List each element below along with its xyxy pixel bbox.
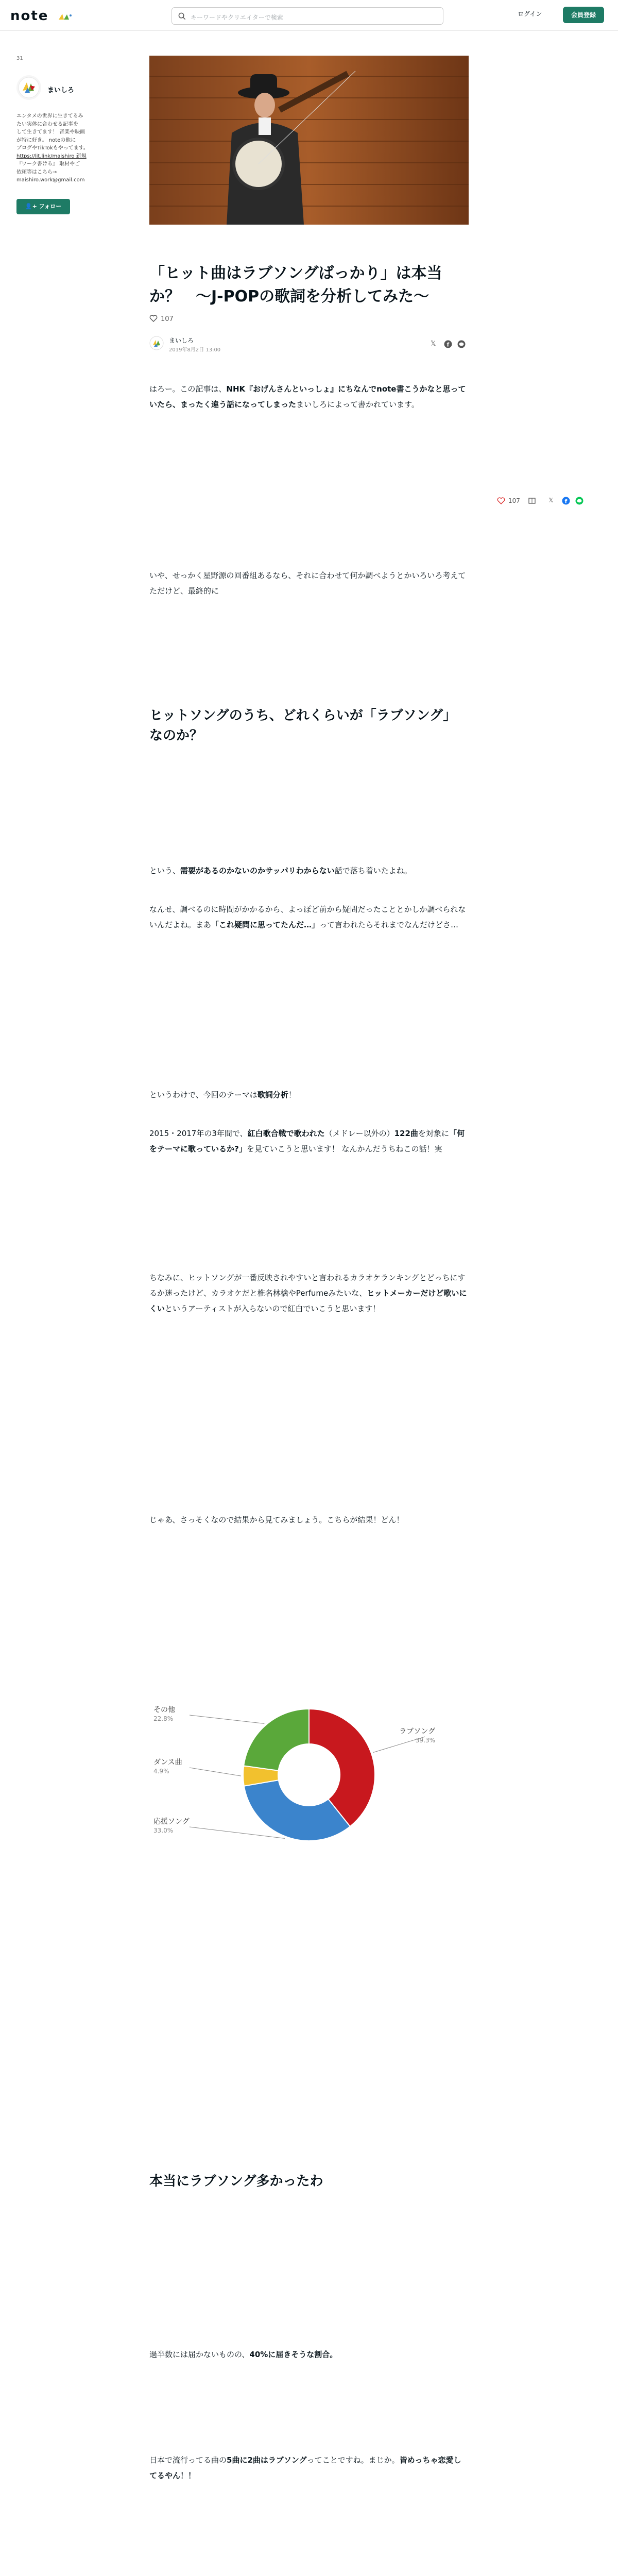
float-facebook-button[interactable] bbox=[562, 497, 570, 506]
note-logo[interactable] bbox=[10, 8, 72, 24]
float-x-button[interactable] bbox=[548, 497, 554, 504]
text: はろー。この記事は、 bbox=[149, 384, 227, 394]
bold-text: 需要があるのかないのかサッパリわからない bbox=[180, 866, 335, 875]
paragraph-8: じゃあ、さっそくなので結果から見てみましょう。こちらが結果！どん！ bbox=[149, 1515, 404, 1524]
text: ちなみに、ヒットソングが一番反映されやすいと言われるカラオケランキングとどっちにするか迷ったけど、カラオケだと椎名林檎やPerfumeみたいな、 bbox=[149, 1273, 466, 1298]
float-like-count: 107 bbox=[508, 497, 520, 504]
facebook-icon bbox=[444, 340, 452, 348]
bold-text: NHK『おげんさんといっしょ』にちなんでnote書こうかなと思っていたら、まったく違う話になってしまった bbox=[149, 384, 466, 409]
slice-label-0: ラブソング bbox=[399, 1727, 435, 1736]
paragraph-5 bbox=[149, 1087, 469, 1103]
text: を見ていこうと思います！ なんかんだうちねこの話！実 bbox=[246, 1144, 442, 1154]
bio-line: 依頼等はこちら→ maishiro.work@gmail.com bbox=[16, 169, 85, 183]
facebook-icon bbox=[562, 497, 570, 505]
float-like-button[interactable] bbox=[497, 497, 505, 506]
profile-count: 31 bbox=[16, 56, 23, 61]
donut-slice-3 bbox=[244, 1709, 309, 1771]
author-profile-card bbox=[16, 56, 99, 210]
theme-share-donut-chart bbox=[149, 1698, 469, 1852]
profile-user-name[interactable]: まいしろ bbox=[47, 87, 75, 94]
slice-label-1: 応援ソング bbox=[153, 1818, 190, 1826]
text: を対象に bbox=[418, 1129, 449, 1138]
bio-line: エンタメの世界に生きてるみ bbox=[16, 113, 83, 119]
donut-slice-1 bbox=[244, 1780, 350, 1841]
bold-text: 皆めっちゃ恋愛してるやん！！ bbox=[149, 2455, 461, 2480]
float-line-button[interactable] bbox=[575, 497, 583, 506]
paragraph-3 bbox=[149, 863, 469, 878]
text: ってことですね。まじか。 bbox=[306, 2455, 400, 2465]
avatar-image-icon bbox=[16, 75, 41, 100]
bio-line: して生きてます！ 音楽や映画 bbox=[16, 129, 85, 135]
paragraph-6 bbox=[149, 1126, 469, 1157]
slice-label-3: その他 bbox=[153, 1706, 175, 1714]
x-icon: 𝕏 bbox=[431, 340, 436, 348]
bold-text: 「これ疑問に思ってたんだ…」 bbox=[211, 920, 320, 929]
line-icon bbox=[575, 497, 583, 505]
hero-image bbox=[149, 56, 469, 225]
article-title: 「ヒット曲はラブソングばっかり」は本当か？ 〜J-POPの歌詞を分析してみた〜 bbox=[149, 264, 442, 306]
text: 日本で流行ってる曲の bbox=[149, 2455, 227, 2465]
paragraph-intro bbox=[149, 381, 469, 412]
bold-text: 40%に届きそうな割合。 bbox=[249, 2350, 338, 2359]
svg-text:f: f bbox=[564, 498, 568, 505]
floating-action-bar bbox=[497, 494, 615, 509]
top-header bbox=[0, 0, 618, 31]
follow-icon: 👤+ bbox=[25, 203, 39, 210]
text: 話で落ち着いたよね。 bbox=[334, 866, 412, 875]
slice-percent-2: 4.9% bbox=[153, 1768, 169, 1775]
slice-percent-0: 39.3% bbox=[415, 1737, 435, 1744]
slice-label-2: ダンス曲 bbox=[153, 1758, 182, 1767]
bold-text: 「何をテーマに歌っているか?」 bbox=[149, 1129, 465, 1154]
share-line-button[interactable] bbox=[457, 340, 466, 350]
section-heading-1: ヒットソングのうち、どれくらいが「ラブソング」なのか？ bbox=[149, 708, 457, 743]
bio-link[interactable]: https://lit.link/maishiro 新規 bbox=[16, 153, 87, 159]
follow-label: フォロー bbox=[39, 203, 62, 210]
logo-mark-icon bbox=[58, 12, 72, 21]
float-bookmark-button[interactable] bbox=[528, 497, 536, 506]
text: 過半数には届かないものの、 bbox=[149, 2350, 250, 2359]
bio-line: たい実体に合わせる記事を bbox=[16, 121, 78, 127]
author-name[interactable]: まいしろ bbox=[169, 337, 194, 344]
banjo-player-photo-icon bbox=[149, 56, 469, 225]
text: まいしろによって書かれています。 bbox=[296, 400, 419, 409]
avatar[interactable] bbox=[16, 75, 41, 100]
leader-line-3 bbox=[190, 1715, 264, 1723]
bold-text: 122曲 bbox=[394, 1129, 418, 1138]
like-counter[interactable] bbox=[149, 314, 174, 323]
author-avatar-icon bbox=[149, 336, 164, 350]
bio-line: ブログやTikTokもやってます。 bbox=[16, 145, 89, 151]
text: ！ bbox=[288, 1090, 296, 1099]
text: って言われたらそれまでなんだけどさ… bbox=[319, 920, 459, 929]
text: 2015・2017年の3年間で、 bbox=[149, 1129, 248, 1138]
slice-percent-3: 22.8% bbox=[153, 1715, 174, 1722]
search-icon bbox=[178, 12, 186, 20]
bookmark-icon bbox=[528, 497, 536, 505]
bold-text: 歌詞分析 bbox=[257, 1090, 288, 1099]
heart-icon bbox=[497, 497, 505, 505]
bio-line: 『ワーク書ける』 取材やご bbox=[16, 161, 80, 167]
x-icon: 𝕏 bbox=[548, 497, 554, 504]
search-input[interactable] bbox=[171, 7, 443, 25]
signup-button[interactable]: 会員登録 bbox=[563, 7, 604, 23]
paragraph-7 bbox=[149, 1270, 469, 1316]
bold-text: 5曲に2曲はラブソング bbox=[227, 2455, 307, 2465]
profile-bio bbox=[16, 112, 99, 184]
bold-text: ヒットメーカーだけど歌いにくい bbox=[149, 1289, 467, 1313]
paragraph-10 bbox=[149, 2452, 469, 2483]
text: というわけで、今回のテーマは bbox=[149, 1090, 258, 1099]
svg-text:f: f bbox=[447, 341, 450, 348]
text: （メドレー以外の） bbox=[324, 1129, 394, 1138]
publish-date: 2019年8月2日 13:00 bbox=[169, 347, 221, 353]
share-facebook-button[interactable] bbox=[444, 340, 452, 350]
leader-line-2 bbox=[190, 1768, 241, 1776]
bold-text: 紅白歌合戦で歌われた bbox=[247, 1129, 325, 1138]
like-count: 107 bbox=[161, 315, 174, 323]
text: という、 bbox=[149, 866, 181, 875]
author-avatar[interactable] bbox=[149, 336, 164, 350]
paragraph-4 bbox=[149, 902, 469, 933]
follow-button[interactable] bbox=[16, 199, 70, 214]
text: というアーティストが入らないので紅白でいこうと思います！ bbox=[165, 1304, 381, 1313]
slice-percent-1: 33.0% bbox=[153, 1827, 174, 1834]
share-x-button[interactable] bbox=[431, 340, 436, 348]
search-placeholder: キーワードやクリエイターで検索 bbox=[191, 14, 283, 21]
paragraph-2: いや、せっかく星野源の回番組あるなら、それに合わせて何か調べようとかいろいろ考えてただけど、最終的に bbox=[149, 571, 466, 596]
heart-icon bbox=[149, 314, 158, 323]
section-heading-2: 本当にラブソング多かったわ bbox=[149, 2174, 323, 2189]
login-link[interactable]: ログイン bbox=[518, 10, 542, 18]
logo-text: note bbox=[10, 8, 49, 24]
paragraph-9 bbox=[149, 2347, 469, 2362]
text: なんせ、調べるのに時間がかかるから、よっぽど前から疑問だったこととかしか調べられないんだよね。まあ bbox=[149, 905, 466, 929]
bio-line: が特に好き。 noteの他に bbox=[16, 137, 76, 143]
line-icon bbox=[457, 340, 466, 348]
